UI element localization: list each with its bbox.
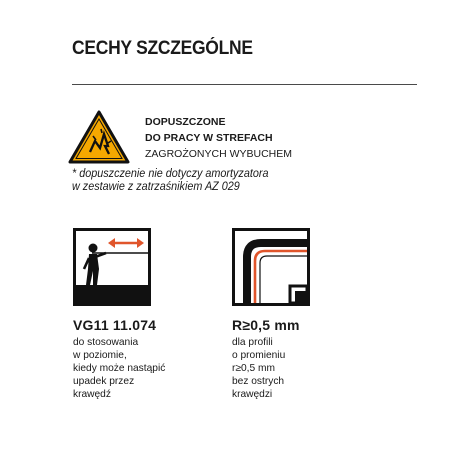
feature-desc-line: dla profili <box>232 337 273 348</box>
footnote <box>72 168 268 194</box>
feature-desc-line: krawędź <box>73 389 111 400</box>
feature-description-radius <box>232 336 285 401</box>
feature-desc-line: o promieniu <box>232 350 286 361</box>
atex-line-3: ZAGROŻONYCH WYBUCHEM <box>145 148 292 160</box>
horizontal-fall-over-edge-icon <box>73 228 151 306</box>
edge-profile-radius-icon <box>232 228 310 306</box>
feature-desc-line: bez ostrych <box>232 376 285 387</box>
footnote-line-1: * dopuszczenie nie dotyczy amortyzatora <box>72 168 269 180</box>
footnote-line-2: w zestawie z zatrzaśnikiem AZ 029 <box>72 181 240 193</box>
feature-desc-line: w poziomie, <box>73 350 127 361</box>
feature-title-radius: R≥0,5 mm <box>232 317 300 333</box>
feature-description-horizontal <box>73 336 165 401</box>
atex-approval-text <box>145 114 292 162</box>
feature-desc-line: upadek przez <box>73 376 135 387</box>
feature-desc-line: kiedy może nastąpić <box>73 363 166 374</box>
title-divider <box>72 84 417 85</box>
feature-title-horizontal: VG11 11.074 <box>73 317 157 333</box>
feature-desc-line: krawędzi <box>232 389 273 400</box>
feature-desc-line: r≥0,5 mm <box>232 363 275 374</box>
feature-desc-line: do stosowania <box>73 337 139 348</box>
atex-line-1: DOPUSZCZONE <box>145 116 226 128</box>
section-title: CECHY SZCZEGÓLNE <box>72 38 253 59</box>
atex-line-2: DO PRACY W STREFACH <box>145 132 273 144</box>
explosion-hazard-warning-icon <box>68 110 130 164</box>
